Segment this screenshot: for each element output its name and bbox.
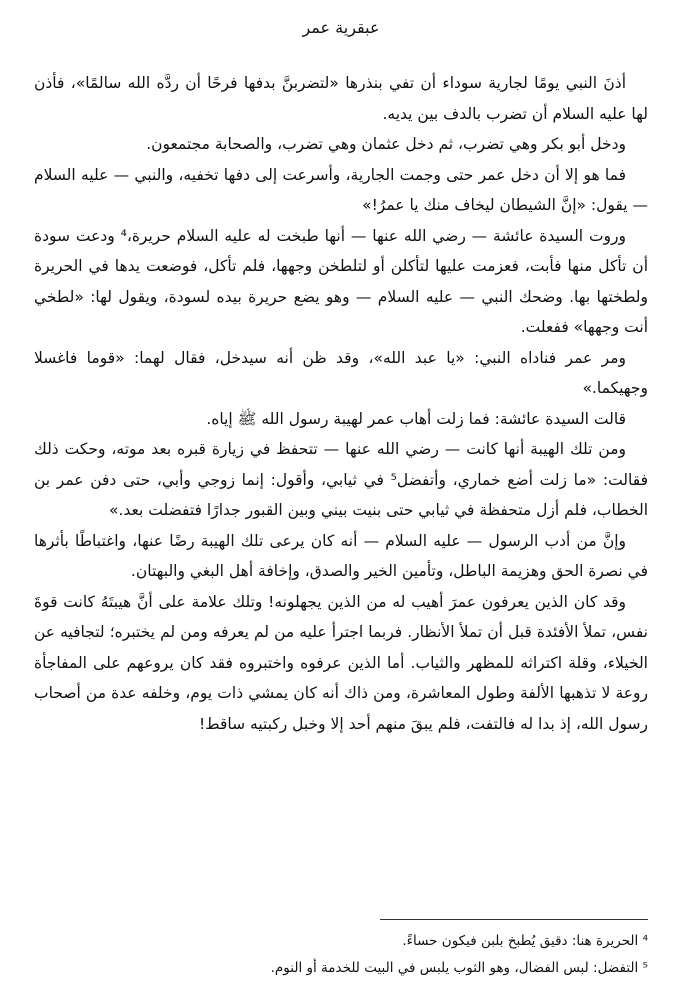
body-text	[34, 68, 648, 739]
paragraph-7: ومن تلك الهيبة أنها كانت — رضي الله عنها — تتحفظ في زيارة قبره بعد موته، وحكت ذلك فقالت: «ما زلت أضع خماري، وأتفضل⁵ في ثيابي، وأقول: إنما زوجي وأبي، حتى دفن عمر بن الخطاب، فلم أزل متحفظة في ثيابي حتى بنيت بيني وبين القبور جدارًا فتفضلت بعد.»	[34, 440, 648, 519]
footnotes	[34, 928, 648, 982]
footnote-divider	[380, 919, 648, 920]
paragraph-9: وقد كان الذين يعرفون عمرَ أهيب له من الذين يجهلونه! وتلك علامة على أنَّ هيبتَهُ كانت قوةَ نفس، تملأ الأفئدة قبل أن تملأ الأنظار. فربما اجترأ عليه من لم يعرفه ومن لم يختبره؛ لتجافيه عن الخيلاء، وقلة اكتراثه للمظهر والثياب. أما الذين عرفوه واختبروه فقد كان يروعهم على المفاجأة روعة لا تذهبها الألفة وطول المعاشرة، ومن ذاك أنه كان يمشي ذات يوم، وخلفه عدة من أصحاب رسول الله، إذ بدا له فالتفت، فلم يبقَ منهم أحد إلا وخبل ركبتيه ساقط!	[34, 592, 648, 733]
footnote-4: ⁴ الحريرة هنا: دقيق يُطبخ بلبن فيكون حساءً.	[402, 933, 648, 949]
footnote-5: ⁵ التفضل: لبس الفضال، وهو الثوب يلبس في البيت للخدمة أو النوم.	[270, 960, 648, 976]
running-header: عبقرية عمر	[302, 18, 380, 37]
paragraph-6: قالت السيدة عائشة: فما زلت أهاب عمر لهيبة رسول الله ﷺ إياه.	[206, 409, 626, 428]
book-page	[34, 0, 648, 1000]
paragraph-8: وإنَّ من أدب الرسول — عليه السلام — أنه كان يرعى تلك الهيبة رضًا عنها، واغتباطًا بأثرها في نصرة الحق وهزيمة الباطل، وتأمين الخير والصدق، وإخافة أهل البغي والبهتان.	[34, 531, 648, 580]
paragraph-3: فما هو إلا أن دخل عمر حتى وجمت الجارية، وأسرعت إلى دفها تخفيه، والنبي — عليه السلام — يقول: «إنَّ الشيطان ليخاف منك يا عمرُ!»	[34, 165, 648, 214]
paragraph-2: ودخل أبو بكر وهي تضرب، ثم دخل عثمان وهي تضرب، والصحابة مجتمعون.	[146, 135, 626, 153]
paragraph-4: وروت السيدة عائشة — رضي الله عنها — أنها طبخت له عليه السلام حريرة،⁴ ودعت سودة أن تأكل منها فأبت، فعزمت عليها لتأكلن أو لتلطخن وجهها، فلم تأكل، فوضعت يدها في الحريرة ولطختها بها. وضحك النبي — عليه السلام — وهو يضع حريرة بيده لسودة، ويقول لها: «لطخي أنت وجهها» ففعلت.	[34, 226, 648, 336]
paragraph-1: أذنَ النبي يومًا لجارية سوداء أن تفي بنذرها «لتضربنَّ بدفها فرحًا أن ردَّه الله سالمًا»، فأذن لها عليه السلام أن تضرب بالدف بين يديه.	[34, 74, 648, 123]
paragraph-5: ومر عمر فناداه النبي: «يا عبد الله»، وقد ظن أنه سيدخل، فقال لهما: «قوما فاغسلا وجهيكما.»	[34, 348, 648, 397]
